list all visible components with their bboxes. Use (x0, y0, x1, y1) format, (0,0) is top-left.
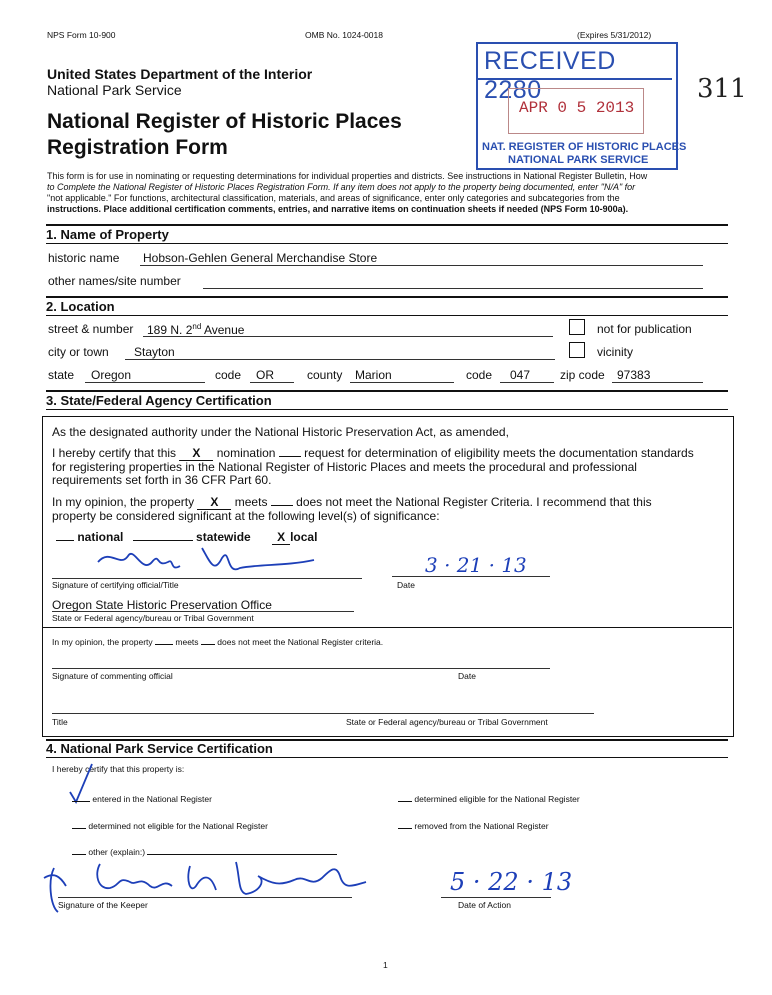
request-mark[interactable] (279, 456, 301, 457)
omb-number: OMB No. 1024-0018 (305, 30, 383, 40)
cert-agency-label: State or Federal agency/bureau or Tribal Government (52, 613, 254, 623)
cert-divider (42, 627, 732, 628)
zip-label: zip code (560, 368, 605, 382)
cert-p3a: In my opinion, the property (52, 495, 195, 509)
opinion2-not-meet-mark[interactable] (201, 644, 215, 645)
page-number: 1 (383, 960, 388, 970)
cert-agency-value[interactable]: Oregon State Historic Preservation Office (52, 598, 272, 612)
eligible-mark (398, 801, 412, 802)
section4-title: 4. National Park Service Certification (46, 741, 273, 756)
option-removed-label: removed from the National Register (414, 821, 549, 831)
county-code-line (500, 382, 554, 383)
cert-p3d: property be considered significant at the following level(s) of significance: (52, 509, 440, 523)
agency-label2: State or Federal agency/bureau or Tribal Government (346, 717, 548, 727)
street-number: 189 N. 2 (147, 323, 193, 337)
national-mark[interactable] (56, 540, 74, 541)
action-date: 5 · 22 · 13 (450, 868, 573, 896)
instructions-line2: to Complete the National Register of Historic Places Registration Form. If any item does not apply to the property being documented, enter "N/A" for (47, 182, 636, 192)
historic-name-line (140, 265, 703, 266)
section2-top-rule (46, 296, 728, 298)
zip-line (612, 382, 703, 383)
stamp-received: RECEIVED 2280 (484, 47, 616, 104)
cert-signature-line (52, 578, 362, 579)
historic-name-label: historic name (48, 251, 120, 265)
section1-title: 1. Name of Property (46, 227, 169, 242)
other-names-label: other names/site number (48, 274, 181, 288)
section3-rule (46, 409, 728, 410)
cert-p2b: nomination (216, 446, 276, 460)
city-value[interactable]: Stayton (134, 345, 175, 359)
not-eligible-mark (72, 828, 86, 829)
opinion2-meets-mark[interactable] (155, 644, 173, 645)
cert-date-label: Date (397, 580, 415, 590)
section3-top-rule (46, 390, 728, 392)
state-line (85, 382, 205, 383)
cert-p3 (52, 495, 652, 510)
street-line (143, 336, 553, 337)
level-national: national (77, 530, 124, 544)
state-code-label: code (215, 368, 242, 382)
local-mark[interactable]: X (272, 530, 290, 545)
cert-date-line (392, 576, 550, 577)
cert-p1: As the designated authority under the National Historic Preservation Act, as amended, (52, 425, 509, 439)
option-not-eligible[interactable] (72, 821, 268, 831)
section1-rule (46, 243, 728, 244)
instructions-line3: "not applicable." For functions, architectural classification, materials, and areas of significance, enter only categories and subcategories from the (47, 193, 620, 203)
option-removed[interactable] (398, 821, 549, 831)
county-value[interactable]: Marion (355, 368, 392, 382)
option-eligible[interactable] (398, 794, 580, 804)
not-for-publication-checkbox[interactable] (569, 319, 585, 335)
action-date-label: Date of Action (458, 900, 511, 910)
title-label: Title (52, 717, 68, 727)
county-line (350, 382, 454, 383)
option-eligible-label: determined eligible for the National Register (414, 794, 580, 804)
city-line (125, 359, 555, 360)
opinion2a: In my opinion, the property (52, 637, 153, 647)
street-label: street & number (48, 322, 134, 336)
cert-p2 (52, 446, 694, 461)
level-statewide: statewide (196, 530, 251, 544)
form-title-line1: National Register of Historic Places (47, 110, 402, 133)
street-value[interactable] (147, 322, 244, 337)
vicinity-label: vicinity (597, 345, 634, 359)
instructions-line1: This form is for use in nominating or requesting determinations for individual properties and districts. See instructions in National Register Bulletin, How (47, 171, 648, 181)
stamp-line1: NAT. REGISTER OF HISTORIC PLACES (482, 141, 687, 153)
stamp-divider (478, 78, 672, 80)
commenting-date-label: Date (458, 671, 476, 681)
expiration: (Expires 5/31/2012) (577, 30, 652, 40)
option-entered[interactable] (72, 794, 212, 804)
option-not-eligible-label: determined not eligible for the National Register (88, 821, 268, 831)
entered-mark (72, 801, 90, 802)
not-for-publication-label: not for publication (597, 322, 692, 336)
vicinity-checkbox[interactable] (569, 342, 585, 358)
keeper-signature-label: Signature of the Keeper (58, 900, 148, 910)
county-code-value[interactable]: 047 (510, 368, 531, 382)
received-stamp (476, 42, 687, 170)
cert-agency-line (52, 611, 354, 612)
action-date-line (441, 897, 551, 898)
state-code-line (250, 382, 294, 383)
cert-p2e: requirements set forth in 36 CFR Part 60. (52, 473, 272, 487)
nps-intro: I hereby certify that this property is: (52, 764, 185, 774)
city-label: city or town (48, 345, 109, 359)
state-value[interactable]: Oregon (91, 368, 132, 382)
historic-name-value[interactable]: Hobson-Gehlen General Merchandise Store (143, 251, 378, 265)
section1-top-rule (46, 224, 728, 226)
other-names-line (203, 288, 703, 289)
instructions (47, 171, 727, 215)
opinion2c: does not meet the National Register criteria. (217, 637, 384, 647)
stamp-line2: NATIONAL PARK SERVICE (508, 154, 649, 166)
cert-signature-date: 3 · 21 · 13 (425, 553, 527, 577)
county-label: county (307, 368, 343, 382)
state-label: state (48, 368, 75, 382)
section4-rule (46, 757, 728, 758)
keeper-signature-line (58, 897, 352, 898)
commenting-sig-line (52, 668, 550, 669)
section2-rule (46, 315, 728, 316)
removed-mark (398, 828, 412, 829)
cert-signature-label: Signature of certifying official/Title (52, 580, 179, 590)
form-title-line2: Registration Form (47, 136, 228, 159)
title-line (52, 713, 594, 714)
street-suffix: nd (192, 322, 202, 331)
nomination-mark[interactable]: X (179, 446, 213, 461)
opinion2b: meets (175, 637, 199, 647)
stamp-date: APR 0 5 2013 (519, 99, 635, 117)
does-not-meet-mark[interactable] (271, 505, 293, 506)
zip-value[interactable]: 97383 (617, 368, 651, 382)
option-other-label: other (explain:) (88, 847, 146, 857)
street-end: Avenue (201, 323, 245, 337)
opinion2 (52, 637, 383, 647)
section2-title: 2. Location (46, 299, 115, 314)
cert-p2c: request for determination of eligibility meets the documentation standards (304, 446, 694, 460)
cert-p3b: meets (234, 495, 268, 509)
level-local: local (290, 530, 318, 544)
cert-p2d: for registering properties in the National Register of Historic Places and meets the procedural and professional (52, 460, 637, 474)
state-code-value[interactable]: OR (256, 368, 274, 382)
certifying-signature (90, 538, 330, 582)
cert-p2a: I hereby certify that this (52, 446, 177, 460)
county-code-label: code (466, 368, 493, 382)
cert-p3c: does not meet the National Register Criteria. I recommend that this (296, 495, 652, 509)
meets-mark[interactable]: X (197, 495, 231, 510)
stamp-date-box (508, 88, 644, 134)
handwritten-number: 311 (697, 74, 747, 104)
instructions-line4: instructions. Place additional certification comments, entries, and narrative items on continuation sheets if needed (NPS Form 10-900a). (47, 204, 629, 214)
section3-title: 3. State/Federal Agency Certification (46, 393, 272, 408)
service-name: National Park Service (47, 82, 182, 98)
department-name: United States Department of the Interior (47, 66, 313, 82)
option-entered-label: entered in the National Register (92, 794, 212, 804)
form-number: NPS Form 10-900 (47, 30, 116, 40)
commenting-label: Signature of commenting official (52, 671, 173, 681)
